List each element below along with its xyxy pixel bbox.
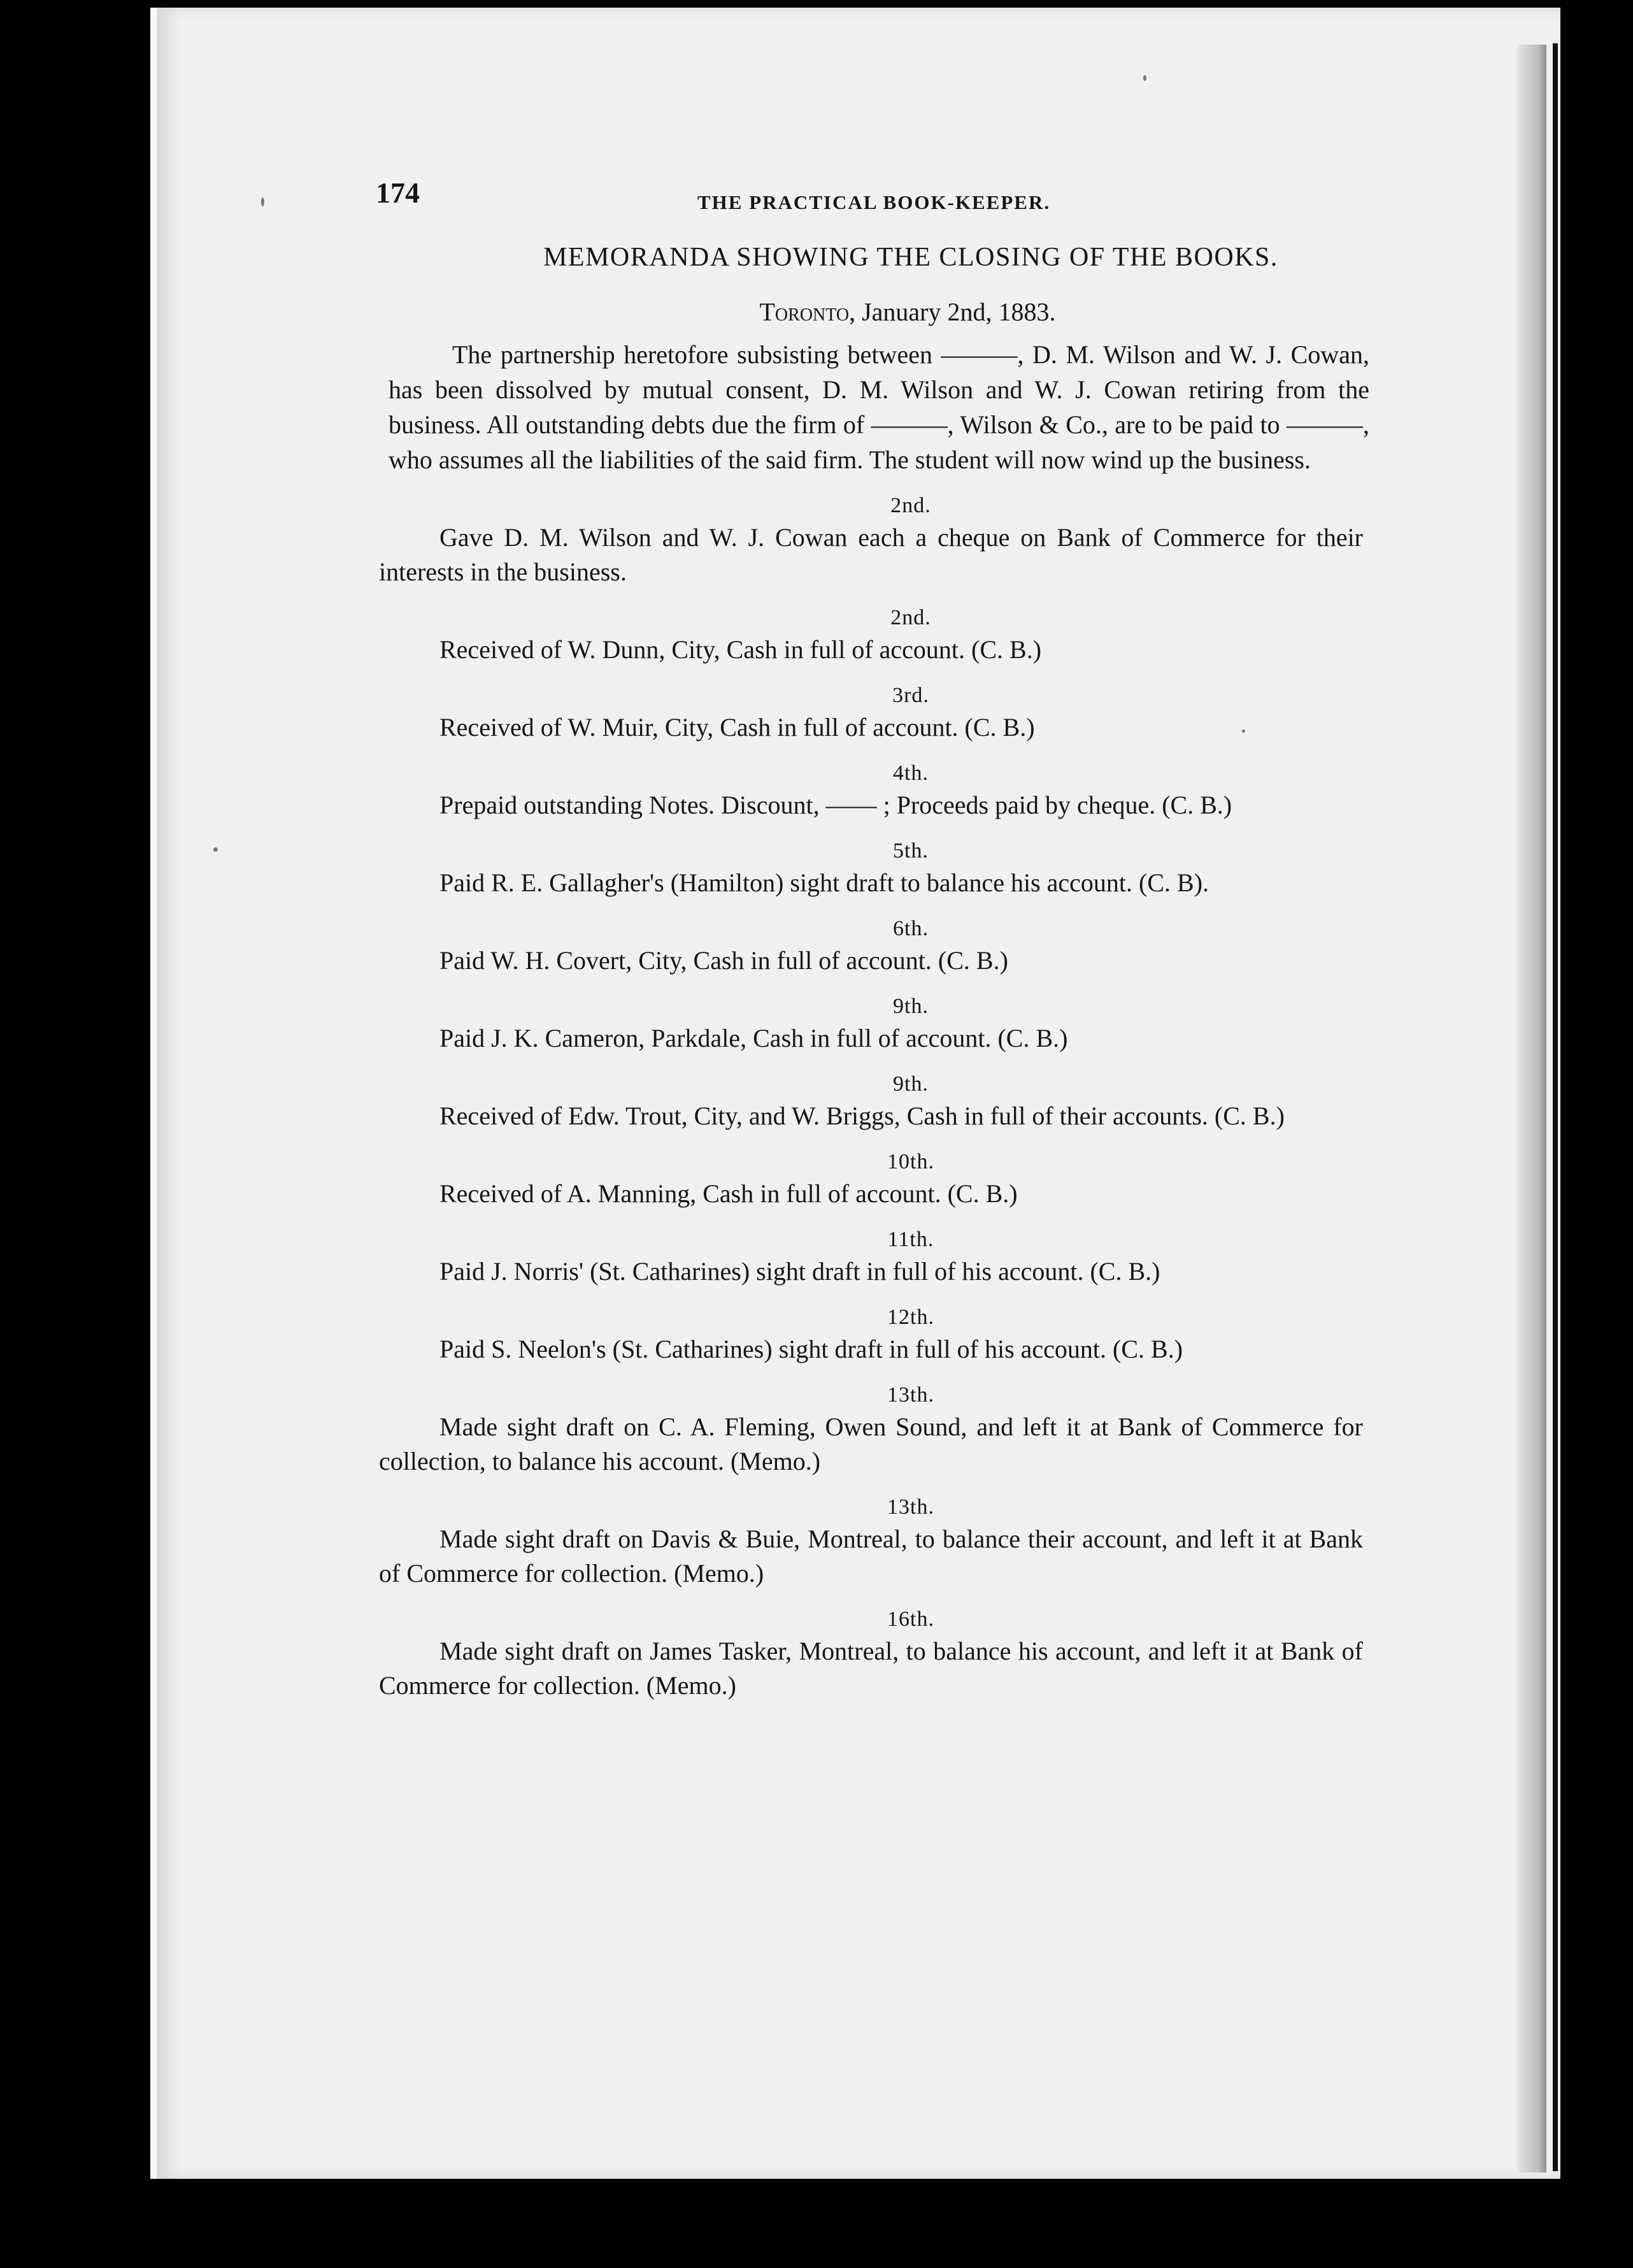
- entry-text: Paid R. E. Gallagher's (Hamilton) sight draft to balance his account. (C. B).: [439, 868, 1209, 897]
- entry-date: 4th.: [893, 761, 929, 785]
- entry-date: 16th.: [887, 1607, 934, 1631]
- entry-date: 9th.: [893, 1072, 929, 1096]
- entry-text: Gave D. M. Wilson and W. J. Cowan each a cheque on Bank of Commerce for their interests in the business.: [379, 523, 1363, 586]
- entry-text: Received of Edw. Trout, City, and W. Briggs, Cash in full of their accounts. (C. B.): [439, 1102, 1285, 1130]
- entry-text: Made sight draft on Davis & Buie, Montreal, to balance their account, and left it at Bank of Commerce for collection. (Memo.): [379, 1525, 1363, 1588]
- entry-text: Received of W. Muir, City, Cash in full of account. (C. B.): [439, 713, 1035, 742]
- scan-speck: [261, 197, 264, 206]
- dateline-date: January 2nd, 1883.: [862, 298, 1056, 326]
- intro-paragraph: The partnership heretofore subsisting between ———, D. M. Wilson and W. J. Cowan, has been dissolved by mutual consent, D. M. Wilson and W. J. Cowan retiring from the business. All outstanding debts due the firm of ———, Wilson & Co., are to be paid to ———, who assumes all the liabilities of the said firm. The student will now wind up the business.: [389, 340, 1369, 474]
- running-head: [366, 172, 1373, 223]
- entry-date: 6th.: [893, 917, 929, 940]
- dateline: [366, 297, 1373, 327]
- entry-text: Received of A. Manning, Cash in full of account. (C. B.): [439, 1179, 1018, 1208]
- entry-date: 2nd.: [890, 494, 931, 517]
- page-gutter-shadow: [1517, 45, 1546, 2172]
- entry-date: 10th.: [887, 1150, 934, 1173]
- entry-text: Made sight draft on C. A. Fleming, Owen Sound, and left it at Bank of Commerce for collection, to balance his account. (Memo.): [379, 1412, 1363, 1475]
- entry-date: 11th.: [887, 1228, 934, 1251]
- scan-background-right: [1560, 0, 1633, 2268]
- scan-speck: [213, 847, 218, 852]
- scan-speck: [1143, 75, 1146, 81]
- entry-date: 13th.: [887, 1495, 934, 1519]
- entry-date: 13th.: [887, 1383, 934, 1407]
- entry-text: Made sight draft on James Tasker, Montreal, to balance his account, and left it at Bank of Commerce for collection. (Memo.): [379, 1637, 1363, 1700]
- entry-date: 9th.: [893, 994, 929, 1018]
- entry-text: Paid W. H. Covert, City, Cash in full of account. (C. B.): [439, 946, 1008, 975]
- dateline-place: Toronto,: [759, 298, 856, 326]
- entry-text: Received of W. Dunn, City, Cash in full of account. (C. B.): [439, 635, 1042, 664]
- entry-date: 12th.: [887, 1305, 934, 1329]
- entry-date: 5th.: [893, 839, 929, 863]
- entry-text: Paid J. K. Cameron, Parkdale, Cash in full of account. (C. B.): [439, 1024, 1068, 1052]
- entry-text: Paid S. Neelon's (St. Catharines) sight draft in full of his account. (C. B.): [439, 1335, 1183, 1363]
- entry-text: Prepaid outstanding Notes. Discount, —— ; Proceeds paid by cheque. (C. B.): [439, 791, 1232, 819]
- page-content: [366, 172, 1373, 1703]
- entry-date: 3rd.: [892, 684, 929, 707]
- facing-page-edge: [1553, 43, 1558, 2171]
- memo-entries: [366, 494, 1373, 1703]
- page-number: 174: [376, 176, 420, 209]
- memo-title: MEMORANDA SHOWING THE CLOSING OF THE BOOKS.: [543, 243, 1278, 272]
- entry-date: 2nd.: [890, 606, 931, 629]
- entry-text: Paid J. Norris' (St. Catharines) sight draft in full of his account. (C. B.): [439, 1257, 1160, 1286]
- running-title: THE PRACTICAL BOOK-KEEPER.: [697, 191, 1051, 213]
